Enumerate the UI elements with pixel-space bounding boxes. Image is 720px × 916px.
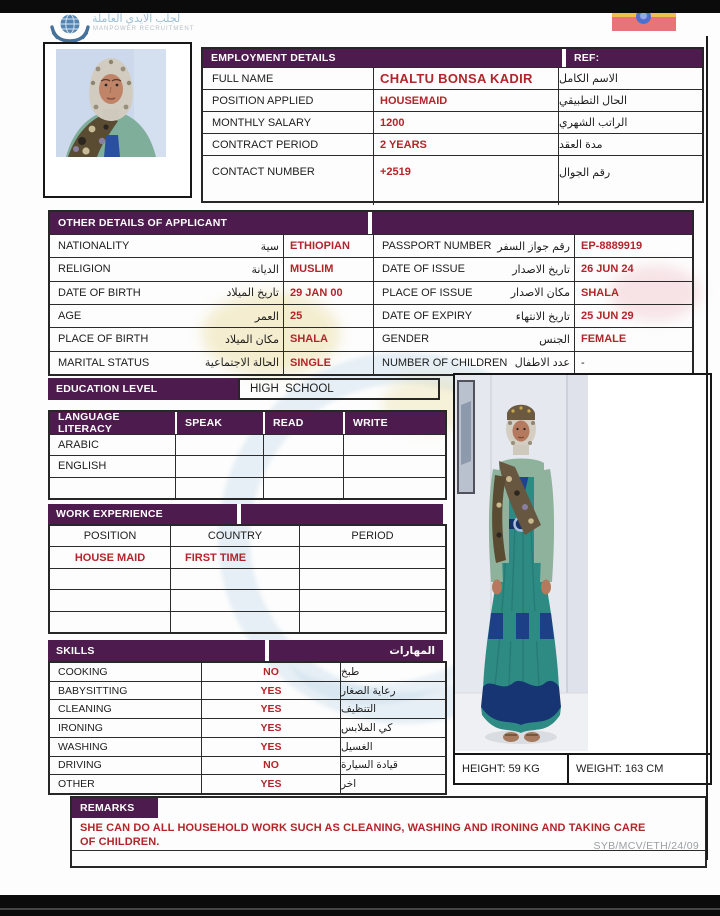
field-label-arabic: الاسم الكامل — [558, 68, 702, 89]
field-value: +2519 — [373, 156, 558, 205]
education-level-label: EDUCATION LEVEL — [48, 378, 238, 400]
table-row — [50, 234, 692, 257]
skill-value: YES — [201, 719, 340, 737]
cell — [50, 590, 170, 610]
field-label-arabic: تاريخ الانتهاء — [515, 310, 570, 323]
skill-name-arabic: طبخ — [340, 663, 445, 681]
remarks-title: REMARKS — [72, 798, 158, 818]
other-details-header — [50, 212, 692, 234]
field-label: GENDER — [382, 333, 430, 346]
field-label: DATE OF BIRTH — [58, 286, 141, 299]
skill-value: YES — [201, 738, 340, 756]
table-row — [50, 546, 445, 567]
table-row — [50, 699, 445, 718]
field-value: FEMALE — [574, 328, 692, 350]
cell — [343, 478, 445, 498]
skill-name: CLEANING — [58, 703, 112, 716]
field-label-arabic: الديانة — [251, 263, 279, 276]
measurements-row — [455, 753, 710, 783]
other-details-table — [48, 210, 694, 376]
header-divider — [237, 504, 241, 524]
field-label: AGE — [58, 310, 82, 323]
employment-details-header — [203, 49, 702, 67]
column-header: COUNTRY — [170, 526, 299, 546]
skill-name: DRIVING — [58, 759, 102, 772]
language-name — [50, 478, 175, 498]
document-ref-code: SYB/MCV/ETH/24/09 — [593, 840, 699, 852]
field-value: 25 JUN 29 — [574, 305, 692, 327]
field-label-arabic: رقم الجوال — [558, 156, 702, 205]
column-header: SPEAK — [175, 412, 263, 434]
field-label-arabic: العمر — [254, 310, 279, 323]
employment-details-title: EMPLOYMENT DETAILS — [203, 49, 562, 67]
headshot-illustration — [56, 49, 166, 157]
field-value: 29 JAN 00 — [283, 282, 373, 304]
field-value: HOUSEMAID — [373, 90, 558, 111]
header-divider — [265, 640, 269, 661]
field-value: 26 JUN 24 — [574, 258, 692, 280]
skills-table — [48, 661, 447, 795]
skill-name: WASHING — [58, 740, 108, 753]
skill-name: BABYSITTING — [58, 684, 128, 697]
table-row — [50, 663, 445, 681]
agency-name-english: MANPOWER RECRUITMENT — [93, 26, 195, 32]
cell — [175, 456, 263, 476]
table-row — [50, 281, 692, 304]
skill-value: NO — [201, 757, 340, 775]
field-label: PASSPORT NUMBER — [382, 240, 492, 253]
field-label: MONTHLY SALARY — [212, 116, 312, 129]
table-row — [50, 455, 445, 476]
skill-name-arabic: قيادة السيارة — [340, 757, 445, 775]
agency-globe-logo-icon — [50, 11, 90, 43]
field-label-arabic: مكان الميلاد — [224, 333, 279, 346]
field-value: 2 YEARS — [373, 134, 558, 155]
skill-value: YES — [201, 682, 340, 700]
field-value: SHALA — [283, 328, 373, 350]
field-value: MUSLIM — [283, 258, 373, 280]
education-level-row — [48, 378, 440, 400]
cell — [175, 435, 263, 455]
table-row — [50, 477, 445, 498]
table-row — [50, 756, 445, 775]
cell: HOUSE MAID — [74, 551, 146, 564]
letterbox-top-bar — [0, 0, 720, 13]
education-level-value: HIGH SCHOOL — [238, 378, 440, 400]
field-label: CONTRACT PERIOD — [212, 138, 319, 151]
field-label: RELIGION — [58, 263, 111, 276]
skill-value: NO — [201, 663, 340, 681]
field-label-arabic: مدة العقد — [558, 134, 702, 155]
table-row — [50, 257, 692, 280]
cell — [343, 435, 445, 455]
cell: FIRST TIME — [170, 547, 299, 567]
cell — [170, 612, 299, 632]
skill-value: YES — [201, 775, 340, 793]
field-label-arabic: الراتب الشهري — [558, 112, 702, 133]
field-value: ETHIOPIAN — [283, 235, 373, 257]
field-label: CONTACT NUMBER — [212, 166, 315, 178]
field-label-arabic: رقم جواز السفر — [497, 240, 570, 253]
cell — [263, 478, 343, 498]
fullbody-illustration — [455, 375, 588, 751]
cell — [170, 590, 299, 610]
letterbox-bottom-bar — [0, 895, 720, 916]
field-label: POSITION APPLIED — [212, 94, 314, 107]
table-row — [50, 589, 445, 610]
field-label-arabic: تاريخ الميلاد — [226, 287, 279, 300]
language-literacy-header — [50, 412, 445, 434]
field-label: DATE OF EXPIRY — [382, 310, 473, 323]
ethiopia-flag-icon — [612, 13, 676, 31]
skills-title-arabic: المهارات — [389, 644, 435, 657]
skill-name-arabic: اخر — [340, 775, 445, 793]
table-row — [203, 155, 702, 205]
cell — [263, 456, 343, 476]
scan-edge-line — [706, 36, 708, 860]
field-label-arabic: مكان الاصدار — [510, 287, 570, 300]
work-experience-table — [48, 524, 447, 634]
skills-header — [48, 640, 443, 661]
language-literacy-table — [48, 410, 447, 500]
skill-name-arabic: التنظيف — [340, 700, 445, 718]
employment-details-table — [201, 47, 704, 203]
field-label-arabic: الحال التطبيقي — [558, 90, 702, 111]
table-row — [50, 327, 692, 350]
field-value: EP-8889919 — [574, 235, 692, 257]
field-label: NUMBER OF CHILDREN — [382, 356, 508, 369]
cell — [50, 612, 170, 632]
skill-name: IRONING — [58, 722, 103, 735]
table-header-row — [50, 526, 445, 546]
table-row — [203, 111, 702, 133]
cell — [343, 456, 445, 476]
column-header: LANGUAGE LITERACY — [50, 412, 175, 434]
cell — [299, 612, 445, 632]
field-value: - — [574, 352, 692, 374]
skill-name: COOKING — [58, 665, 108, 678]
table-row — [50, 304, 692, 327]
applicant-fullbody-photo — [453, 373, 712, 785]
skill-name: OTHER — [58, 778, 95, 791]
agency-name-arabic: لجلب الايدي العاملة — [92, 13, 181, 25]
applicant-headshot-photo — [43, 42, 192, 198]
remarks-section — [70, 796, 707, 868]
language-name: ARABIC — [58, 439, 99, 452]
field-label-arabic: الجنس — [539, 333, 570, 346]
cell — [170, 569, 299, 589]
field-label: FULL NAME — [212, 72, 274, 85]
table-row — [203, 133, 702, 155]
table-row — [50, 568, 445, 589]
field-label: PLACE OF BIRTH — [58, 333, 149, 346]
field-value: 25 — [283, 305, 373, 327]
skill-name-arabic: الغسيل — [340, 738, 445, 756]
field-value: CHALTU BONSA KADIR — [373, 68, 558, 89]
table-row — [50, 737, 445, 756]
table-row — [50, 681, 445, 700]
cell — [299, 569, 445, 589]
column-header: WRITE — [343, 412, 445, 434]
column-header: POSITION — [83, 530, 137, 543]
work-experience-header — [48, 504, 443, 524]
table-row — [50, 718, 445, 737]
skill-name-arabic: كي الملابس — [340, 719, 445, 737]
height-value: HEIGHT: 59 KG — [462, 763, 540, 775]
table-row — [203, 89, 702, 111]
column-header: READ — [263, 412, 343, 434]
skill-name-arabic: رعاية الصغار — [340, 682, 445, 700]
skills-title: SKILLS — [56, 644, 95, 657]
work-experience-title: WORK EXPERIENCE — [56, 508, 163, 520]
field-label-arabic: تاريخ الاصدار — [512, 263, 570, 276]
letterbox-inner-line — [0, 908, 720, 910]
ref-label: REF: — [566, 49, 702, 67]
field-label: DATE OF ISSUE — [382, 263, 465, 276]
other-details-title: OTHER DETAILS OF APPLICANT — [58, 217, 228, 229]
table-row — [50, 434, 445, 455]
table-row — [50, 774, 445, 793]
weight-value: WEIGHT: 163 CM — [567, 755, 710, 783]
cell — [175, 478, 263, 498]
table-row — [203, 67, 702, 89]
field-label: PLACE OF ISSUE — [382, 286, 473, 299]
remarks-text: SHE CAN DO ALL HOUSEHOLD WORK SUCH AS CLEANING, WASHING AND IRONING AND TAKING CARE OF CHILDREN. — [80, 822, 646, 848]
field-label: MARITAL STATUS — [58, 356, 150, 369]
field-label-arabic: الحالة الاجتماعية — [204, 357, 279, 370]
field-label-arabic: سية — [260, 240, 279, 253]
cell — [299, 590, 445, 610]
field-value: SHALA — [574, 282, 692, 304]
table-row — [50, 611, 445, 632]
cell — [50, 569, 170, 589]
field-value: SINGLE — [283, 352, 373, 374]
table-row — [50, 351, 692, 374]
field-value: 1200 — [373, 112, 558, 133]
field-label-arabic: عدد الاطفال — [514, 357, 570, 370]
cell — [263, 435, 343, 455]
cell — [299, 547, 445, 567]
header-divider — [368, 212, 372, 234]
field-label: NATIONALITY — [58, 240, 130, 253]
skill-value: YES — [201, 700, 340, 718]
language-name: ENGLISH — [58, 460, 107, 473]
column-header: PERIOD — [299, 526, 445, 546]
